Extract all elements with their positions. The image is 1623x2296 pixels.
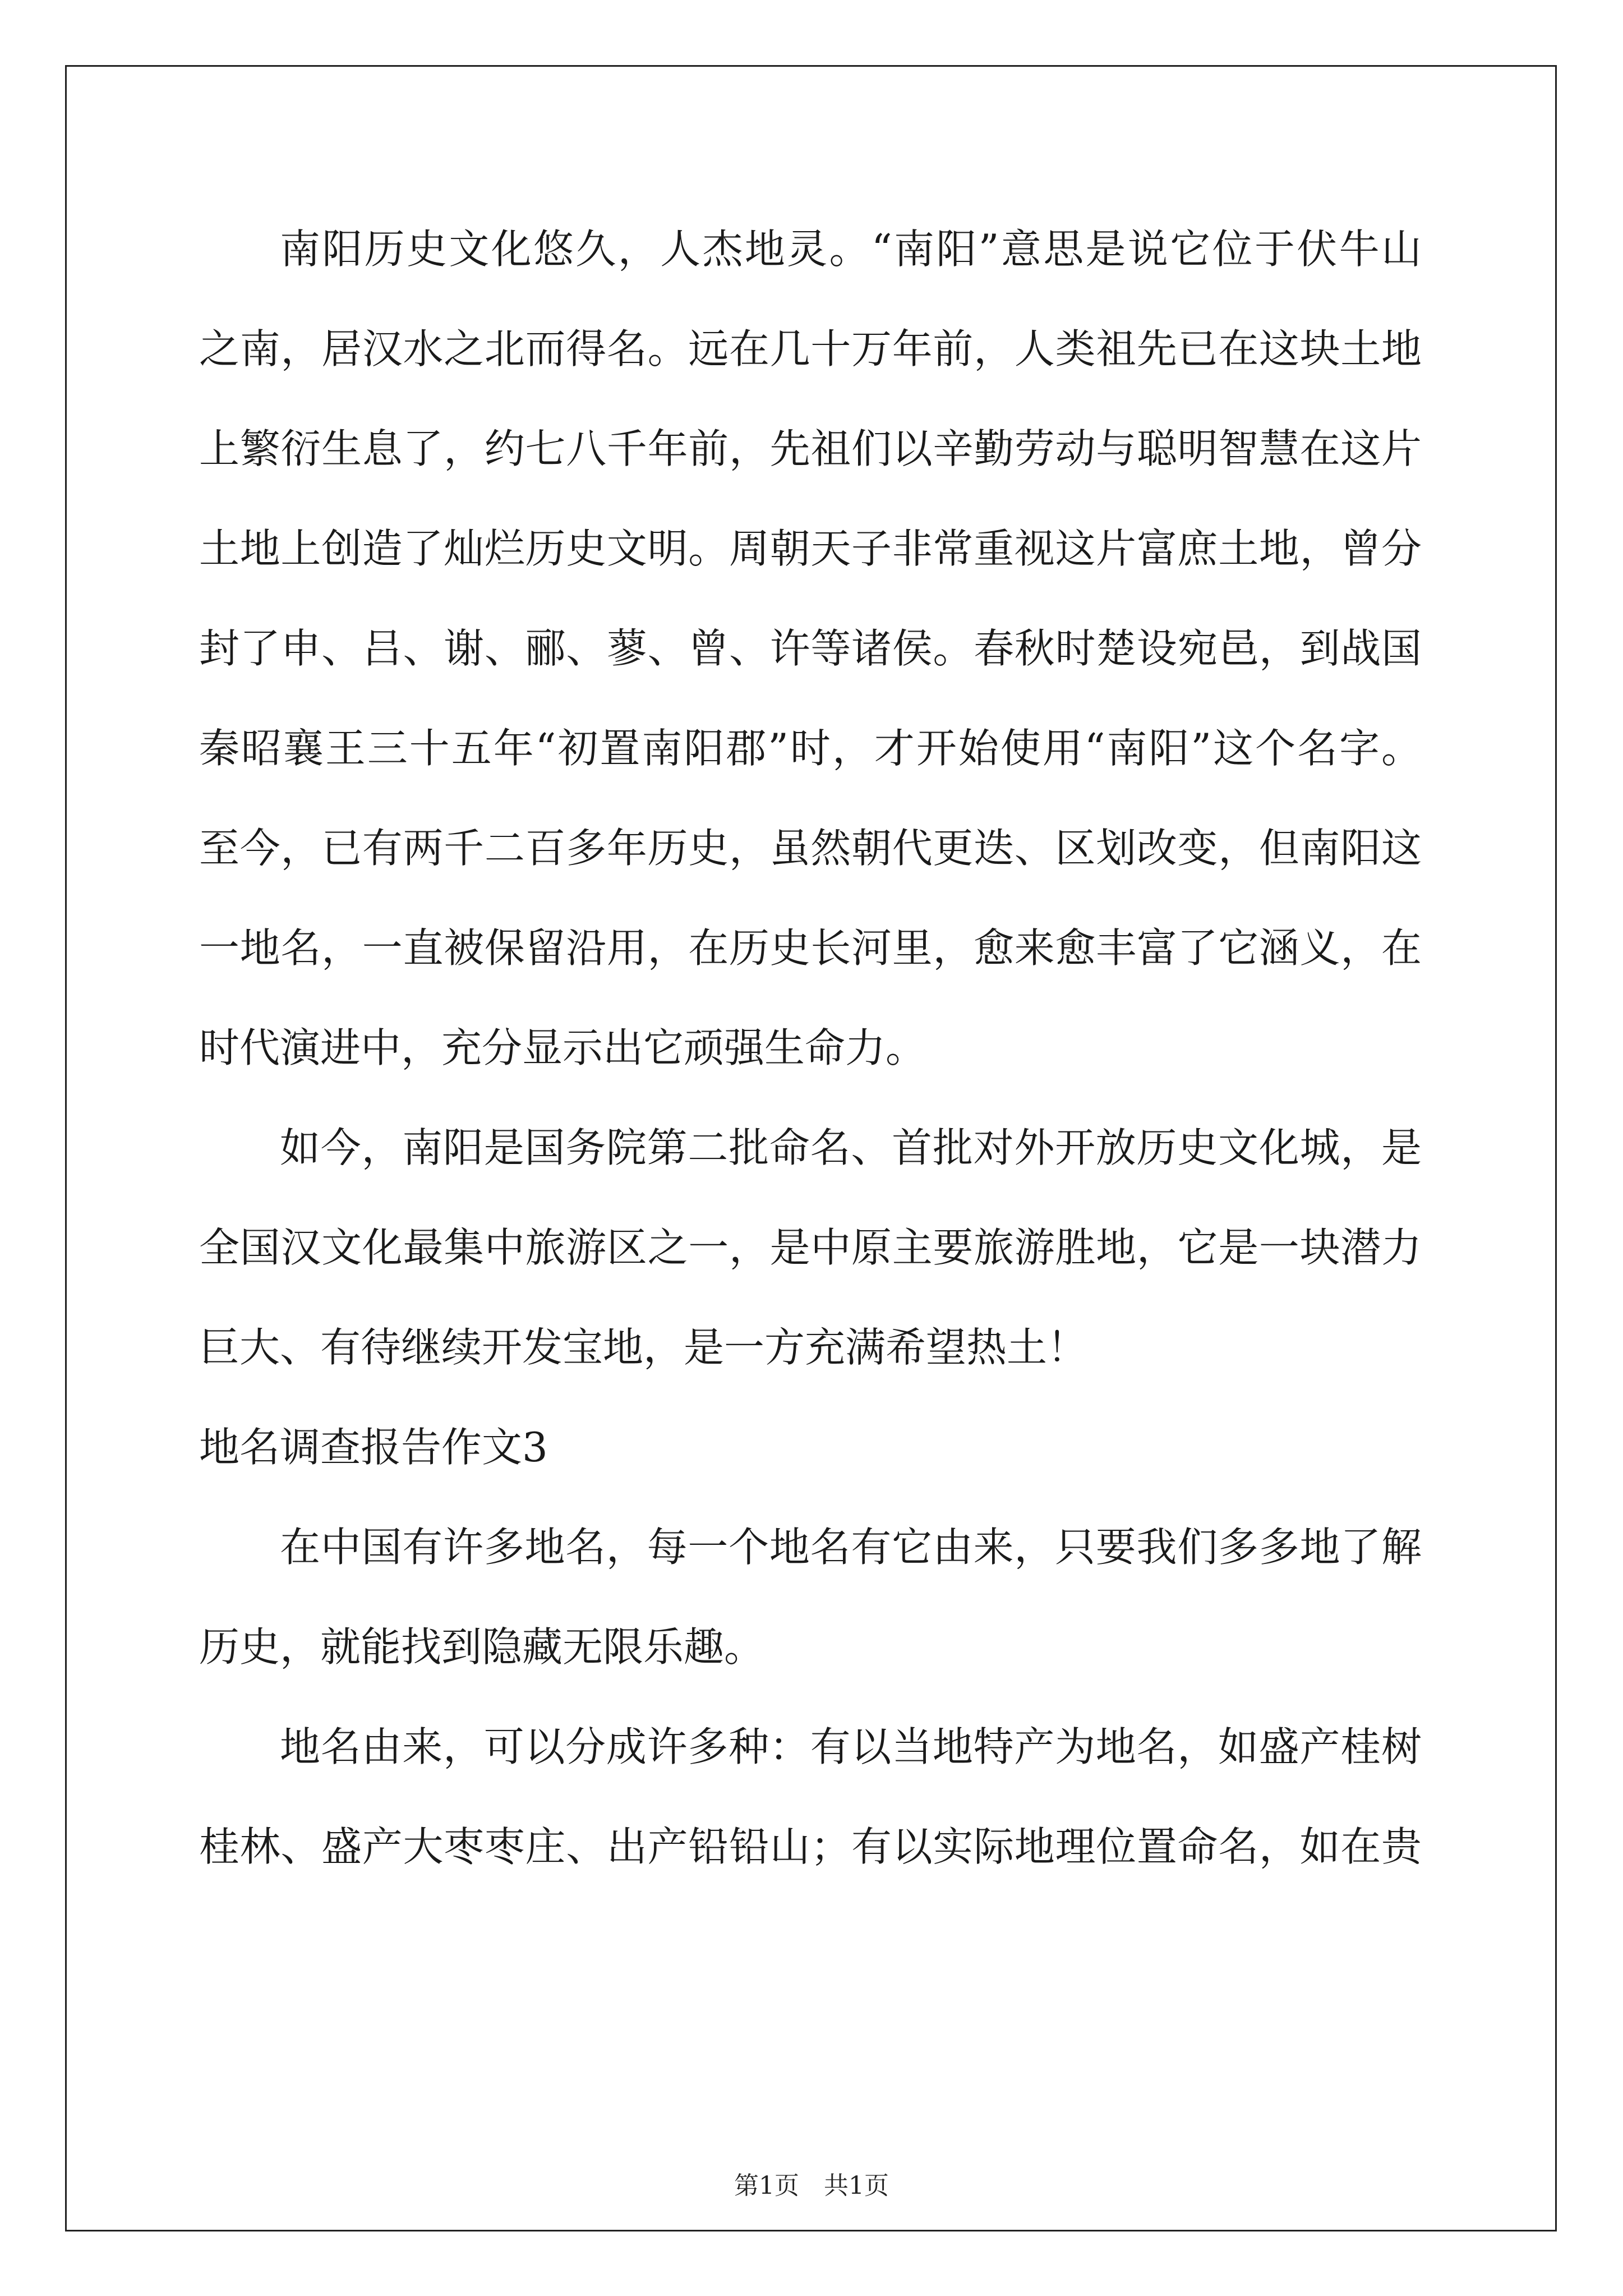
text-line: 如今，南阳是国务院第二批命名、首批对外开放历史文化城，是 <box>280 1124 1422 1171</box>
text-line: 之南，居汉水之北而得名。远在几十万年前，人类祖先已在这块土地 <box>199 325 1422 372</box>
text-line: 土地上创造了灿烂历史文明。周朝天子非常重视这片富庶土地，曾分 <box>199 525 1422 572</box>
text-line: 南阳历史文化悠久，人杰地灵。“南阳”意思是说它位于伏牛山 <box>280 226 1422 273</box>
text-line: 桂林、盛产大枣枣庄、出产铅铅山；有以实际地理位置命名，如在贵 <box>199 1823 1422 1870</box>
text-line: 秦昭襄王三十五年“初置南阳郡”时，才开始使用“南阳”这个名字。 <box>199 725 1422 772</box>
text-line: 地名由来，可以分成许多种：有以当地特产为地名，如盛产桂树 <box>280 1723 1422 1770</box>
text-line: 上繁衍生息了，约七八千年前，先祖们以辛勤劳动与聪明智慧在这片 <box>199 425 1422 472</box>
paragraph-2 <box>199 1098 1422 1397</box>
text-line: 至今，已有两千二百多年历史，虽然朝代更迭、区划改变，但南阳这 <box>199 825 1422 872</box>
text-line: 一地名，一直被保留沿用，在历史长河里，愈来愈丰富了它涵义，在 <box>199 924 1422 972</box>
document-body <box>199 199 1422 1897</box>
text-line: 封了申、吕、谢、郦、蓼、曾、许等诸侯。春秋时楚设宛邑，到战国 <box>199 625 1422 672</box>
text-line: 巨大、有待继续开发宝地，是一方充满希望热土！ <box>199 1324 1088 1371</box>
page-footer: 第1页 共1页 <box>734 2171 889 2200</box>
paragraph-3 <box>199 1497 1422 1697</box>
paragraph-4 <box>199 1697 1422 1897</box>
paragraph-1 <box>199 199 1422 1098</box>
text-line: 历史，就能找到隐藏无限乐趣。 <box>199 1623 765 1671</box>
text-line: 在中国有许多地名，每一个地名有它由来，只要我们多多地了解 <box>280 1524 1422 1571</box>
text-line: 时代演进中，充分显示出它顽强生命力。 <box>199 1024 926 1071</box>
text-line: 全国汉文化最集中旅游区之一，是中原主要旅游胜地，它是一块潜力 <box>199 1224 1422 1271</box>
section-heading: 地名调查报告作文3 <box>199 1424 548 1471</box>
